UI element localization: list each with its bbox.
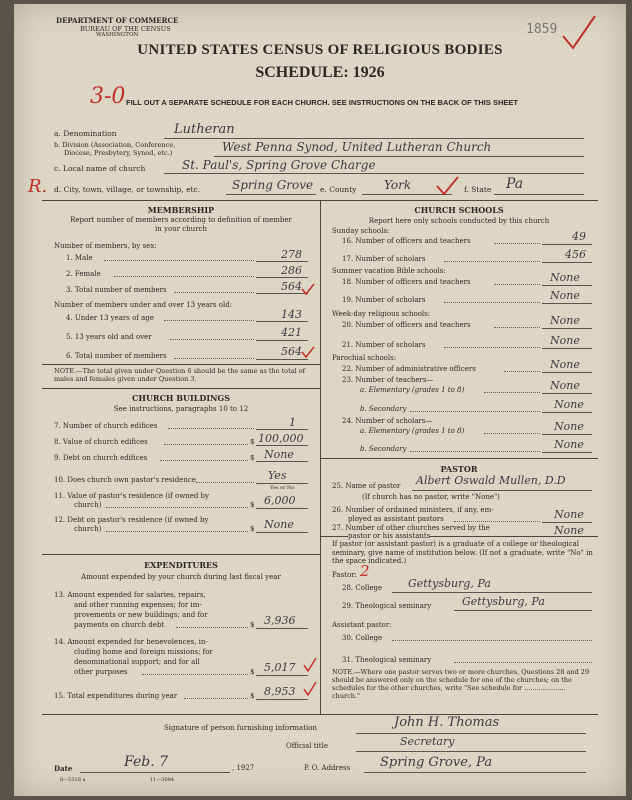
q6-value[interactable]: 564	[281, 345, 302, 358]
dollar-sign: $	[250, 668, 255, 676]
expenditures-title: EXPENDITURES	[144, 560, 218, 570]
city-value[interactable]: Spring Grove	[232, 178, 314, 192]
department-label: DEPARTMENT OF COMMERCE	[56, 16, 179, 25]
answer-line	[542, 328, 592, 329]
q20-value[interactable]: None	[550, 314, 580, 327]
dot-leader	[392, 640, 592, 641]
division-label-2: Diocese, Presbytery, Synod, etc.)	[64, 149, 173, 157]
dollar-sign: $	[250, 501, 255, 509]
q25-label: 25. Name of pastor	[332, 482, 401, 490]
answer-line	[256, 277, 308, 278]
dot-leader	[196, 482, 254, 483]
dot-leader	[410, 451, 540, 452]
dot-leader	[168, 428, 254, 429]
q11-value[interactable]: 6,000	[264, 494, 296, 507]
membership-title: MEMBERSHIP	[147, 205, 215, 215]
q28-label: 28. College	[342, 584, 383, 592]
dot-leader	[494, 243, 540, 244]
year-label: , 1927	[232, 764, 255, 772]
dot-leader	[160, 460, 248, 461]
q4-label: 4. Under 13 years of age	[66, 314, 154, 322]
q2-value[interactable]: 286	[281, 264, 302, 277]
q8-value[interactable]: 100,000	[258, 432, 304, 445]
answer-line	[256, 445, 308, 446]
q23b-label: b. Secondary	[360, 405, 407, 413]
q19-label: 19. Number of scholars	[342, 296, 426, 304]
q11-label-1: 11. Value of pastor's residence (if owned by	[54, 492, 209, 500]
q20-label: 20. Number of officers and teachers	[342, 321, 471, 329]
answer-line	[256, 628, 308, 629]
signature-label: Signature of person furnishing information	[164, 724, 318, 732]
answer-line	[256, 675, 308, 676]
parochial-heading: Parochial schools:	[332, 354, 397, 362]
q12-label-2: church)	[74, 525, 102, 533]
expenditures-subtitle: Amount expended by your church during last fiscal year	[81, 573, 281, 581]
buildings-title: CHURCH BUILDINGS	[132, 393, 230, 403]
dot-leader	[454, 662, 592, 663]
q2-label: 2. Female	[66, 270, 101, 278]
answer-line	[542, 412, 592, 413]
local-name-line	[164, 173, 584, 174]
dot-leader	[494, 327, 540, 328]
answer-line	[412, 490, 592, 491]
q23-label: 23. Number of teachers—	[342, 376, 434, 384]
denomination-value[interactable]: Lutheran	[174, 122, 235, 137]
q24-label: 24. Number of scholars—	[342, 417, 433, 425]
check-mark-icon	[302, 656, 318, 674]
q17-value[interactable]: 456	[565, 248, 586, 261]
q22-value[interactable]: None	[550, 358, 580, 371]
answer-line	[364, 772, 586, 773]
answer-line	[542, 303, 592, 304]
dot-leader	[184, 698, 248, 699]
dot-leader	[142, 674, 248, 675]
answer-line	[542, 285, 592, 286]
answer-line	[392, 592, 592, 593]
q18-label: 18. Number of officers and teachers	[342, 278, 471, 286]
q5-label: 5. 13 years old and over	[66, 333, 152, 341]
print-code: 11—3084	[150, 777, 175, 783]
answer-line	[256, 532, 308, 533]
answer-line	[356, 751, 586, 752]
answer-line	[356, 733, 586, 734]
date-label: Date	[54, 764, 73, 773]
check-mark-icon	[300, 282, 316, 296]
q6-label: 6. Total number of members	[66, 352, 167, 360]
q11-label-2: church)	[74, 501, 102, 509]
denomination-line	[164, 138, 584, 139]
buildings-subtitle: See instructions, paragraphs 10 to 12	[113, 405, 249, 413]
q3-label: 3. Total number of members	[66, 286, 167, 294]
answer-line	[542, 434, 592, 435]
state-label: f. State	[464, 185, 492, 194]
q31-label: 31. Theological seminary	[342, 656, 432, 664]
dot-leader	[164, 444, 248, 445]
po-address-label: P. O. Address	[304, 764, 351, 772]
q15-label: 15. Total expenditures during year	[54, 692, 178, 700]
q13-label-4: payments on church debt	[74, 621, 165, 629]
divider-buildings	[42, 364, 320, 365]
q21-label: 21. Number of scholars	[342, 341, 426, 349]
summer-heading: Summer vacation Bible schools:	[332, 267, 446, 275]
divider-expenditures	[42, 554, 320, 555]
q9-value[interactable]: None	[264, 448, 294, 461]
division-line	[214, 156, 584, 157]
dot-leader	[494, 284, 540, 285]
answer-line	[256, 321, 308, 322]
q24b-label: b. Secondary	[360, 445, 407, 453]
census-form-sheet	[14, 4, 626, 796]
q27-label-2: pastor or his assistants	[348, 532, 431, 540]
pastor-title: PASTOR	[440, 464, 478, 474]
divider-buildings-title	[42, 388, 320, 389]
q4-value[interactable]: 143	[281, 308, 302, 321]
answer-line	[256, 508, 308, 509]
dot-leader	[504, 371, 540, 372]
check-mark-icon	[302, 680, 318, 698]
q28-value[interactable]: Gettysburg, Pa	[408, 577, 491, 590]
form-title: UNITED STATES CENSUS OF RELIGIOUS BODIES	[137, 42, 503, 58]
dot-leader	[174, 358, 254, 359]
q26-label-2: ployed as assistant pastors	[348, 515, 444, 523]
q22-label: 22. Number of administrative officers	[342, 365, 476, 373]
answer-line	[256, 483, 308, 484]
city-town-label: d. City, town, village, or township, etc.	[54, 185, 201, 194]
q18-value[interactable]: None	[550, 271, 580, 284]
dot-leader	[454, 521, 540, 522]
dot-leader	[176, 627, 248, 628]
section-divider-bottom	[42, 714, 598, 715]
divider-pastor	[320, 458, 598, 459]
dot-leader	[106, 507, 248, 508]
state-line	[494, 194, 584, 195]
schools-subtitle: Report here only schools conducted by this church	[368, 217, 550, 225]
answer-line	[542, 452, 592, 453]
answer-line	[542, 522, 592, 523]
check-mark-icon	[300, 345, 316, 359]
county-label: e. County	[320, 185, 357, 194]
dot-leader	[444, 347, 540, 348]
q14-label-2: cluding home and foreign missions; for	[74, 648, 213, 656]
dollar-sign: $	[250, 525, 255, 533]
dot-leader	[164, 320, 254, 321]
signature-value[interactable]: John H. Thomas	[394, 715, 500, 730]
membership-subtitle: Report number of members according to definition of member in your church	[70, 216, 292, 233]
date-value[interactable]: Feb. 7	[124, 754, 169, 770]
graduate-note: If pastor (or assistant pastor) is a graduate of a college or theological seminary, give name of institution below. (If not a graduate, write "No" in the space indicated.)	[332, 540, 593, 565]
city-line	[226, 194, 316, 195]
red-r-mark: R.	[28, 176, 48, 197]
q19-value[interactable]: None	[550, 289, 580, 302]
answer-line	[256, 359, 308, 360]
q23a-label: a. Elementary (grades 1 to 8)	[360, 386, 465, 394]
dot-leader	[170, 339, 254, 340]
q21-value[interactable]: None	[550, 334, 580, 347]
division-label-1: b. Division (Association, Conference,	[54, 141, 176, 149]
q5-value[interactable]: 421	[281, 326, 302, 339]
yes-no-hint: Yes or No	[270, 485, 295, 491]
official-title-value[interactable]: Secretary	[400, 735, 455, 748]
red-2-mark: 2	[360, 562, 370, 580]
q9-label: 9. Debt on church edifices	[54, 454, 148, 462]
assistant-label: Assistant pastor:	[332, 621, 392, 629]
answer-line	[542, 372, 592, 373]
answer-line	[256, 340, 308, 341]
answer-line	[256, 461, 308, 462]
dot-leader	[106, 531, 248, 532]
dollar-sign: $	[250, 454, 255, 462]
red-annotation: 3-0	[90, 84, 126, 109]
q24b-value[interactable]: None	[554, 438, 584, 451]
q30-label: 30. College	[342, 634, 383, 642]
schedule-title: SCHEDULE: 1926	[255, 64, 385, 81]
dot-leader	[444, 302, 540, 303]
answer-line	[256, 261, 308, 262]
q12-label-1: 12. Debt on pastor's residence (if owned by	[54, 516, 209, 524]
q23a-value[interactable]: None	[550, 379, 580, 392]
county-value[interactable]: York	[384, 178, 412, 192]
instruction-line: FILL OUT A SEPARATE SCHEDULE FOR EACH CHURCH. SEE INSTRUCTIONS ON THE BACK OF THIS SHEET	[126, 98, 518, 107]
q10-value[interactable]: Yes	[268, 469, 287, 482]
answer-line	[80, 772, 230, 773]
dot-leader	[444, 261, 540, 262]
division-value[interactable]: West Penna Synod, United Lutheran Church	[222, 140, 492, 154]
q26-label-1: 26. Number of ordained ministers, if any, em-	[332, 506, 494, 514]
po-address-value[interactable]: Spring Grove, Pa	[380, 755, 493, 770]
check-mark-icon	[434, 174, 460, 198]
q10-label: 10. Does church own pastor's residence	[54, 476, 196, 484]
q26-value[interactable]: None	[554, 508, 584, 521]
form-number: 1859	[526, 22, 558, 37]
q25-note: (If church has no pastor, write "None")	[362, 493, 500, 501]
form-code: 8—5318 a	[60, 777, 86, 783]
local-name-label: c. Local name of church	[54, 164, 146, 173]
dot-leader	[114, 276, 254, 277]
dollar-sign: $	[250, 692, 255, 700]
q1-label: 1. Male	[66, 254, 93, 262]
q24a-value[interactable]: None	[554, 420, 584, 433]
q16-value[interactable]: 49	[572, 230, 586, 243]
sunday-heading: Sunday schools:	[332, 227, 390, 235]
dollar-sign: $	[250, 621, 255, 629]
answer-line	[542, 393, 592, 394]
answer-line	[542, 244, 592, 245]
q7-value[interactable]: 1	[289, 416, 296, 429]
q23b-value[interactable]: None	[554, 398, 584, 411]
city-label: WASHINGTON	[96, 32, 139, 38]
q25-value[interactable]: Albert Oswald Mullen, D.D	[416, 474, 566, 487]
schools-title: CHURCH SCHOOLS	[414, 205, 504, 215]
local-name-value[interactable]: St. Paul's, Spring Grove Charge	[182, 158, 376, 172]
column-divider	[320, 200, 321, 714]
answer-line	[454, 610, 592, 611]
q15-value[interactable]: 8,953	[264, 685, 296, 698]
q12-value[interactable]: None	[264, 518, 294, 531]
q1-value[interactable]: 278	[281, 248, 302, 261]
answer-line	[542, 262, 592, 263]
q29-value[interactable]: Gettysburg, Pa	[462, 595, 545, 608]
q24a-label: a. Elementary (grades 1 to 8)	[360, 427, 465, 435]
dot-leader	[484, 392, 540, 393]
answer-line	[256, 699, 308, 700]
q27-label-1: 27. Number of other churches served by the	[332, 524, 490, 532]
membership-note: NOTE.—The total given under Question 6 should be the same as the total of males and females given under Question 3.	[54, 367, 306, 383]
age-heading: Number of members under and over 13 years old:	[54, 301, 233, 309]
bureau-label: BUREAU OF THE CENSUS	[80, 25, 171, 33]
q17-label: 17. Number of scholars	[342, 255, 426, 263]
q13-label-1: 13. Amount expended for salaries, repairs,	[54, 591, 206, 599]
dot-leader	[104, 260, 254, 261]
q13-label-2: and other running expenses; for im-	[74, 601, 202, 609]
q13-label-3: provements or new buildings; and for	[74, 611, 208, 619]
weekday-heading: Week-day religious schools:	[332, 310, 431, 318]
q14-value[interactable]: 5,017	[264, 661, 296, 674]
pastor-note: NOTE.—Where one pastor serves two or more churches, Questions 28 and 29 should be answered only on the schedule for one of the churches; on the schedules for the other churches, write "See schedule for .................... church."	[332, 668, 590, 700]
q27-value[interactable]: None	[554, 524, 584, 537]
dot-leader	[174, 292, 254, 293]
q3-value[interactable]: 564	[281, 280, 302, 293]
q13-value[interactable]: 3,936	[264, 614, 296, 627]
dot-leader	[410, 411, 540, 412]
state-value[interactable]: Pa	[506, 176, 524, 192]
q7-label: 7. Number of church edifices	[54, 422, 158, 430]
q16-label: 16. Number of officers and teachers	[342, 237, 471, 245]
q14-label-1: 14. Amount expended for benevolences, in-	[54, 638, 208, 646]
by-sex-heading: Number of members, by sex:	[54, 242, 157, 250]
official-title-label: Official title	[286, 742, 328, 750]
q8-label: 8. Value of church edifices	[54, 438, 148, 446]
answer-line	[256, 429, 308, 430]
answer-line	[542, 348, 592, 349]
q29-label: 29. Theological seminary	[342, 602, 432, 610]
q14-label-3: denominational support; and for all	[74, 658, 200, 666]
pastor-label: Pastor:	[332, 571, 357, 579]
dollar-sign: $	[250, 438, 255, 446]
q14-label-4: other purposes	[74, 668, 128, 676]
dot-leader	[484, 433, 540, 434]
denomination-label: a. Denomination	[54, 129, 117, 138]
